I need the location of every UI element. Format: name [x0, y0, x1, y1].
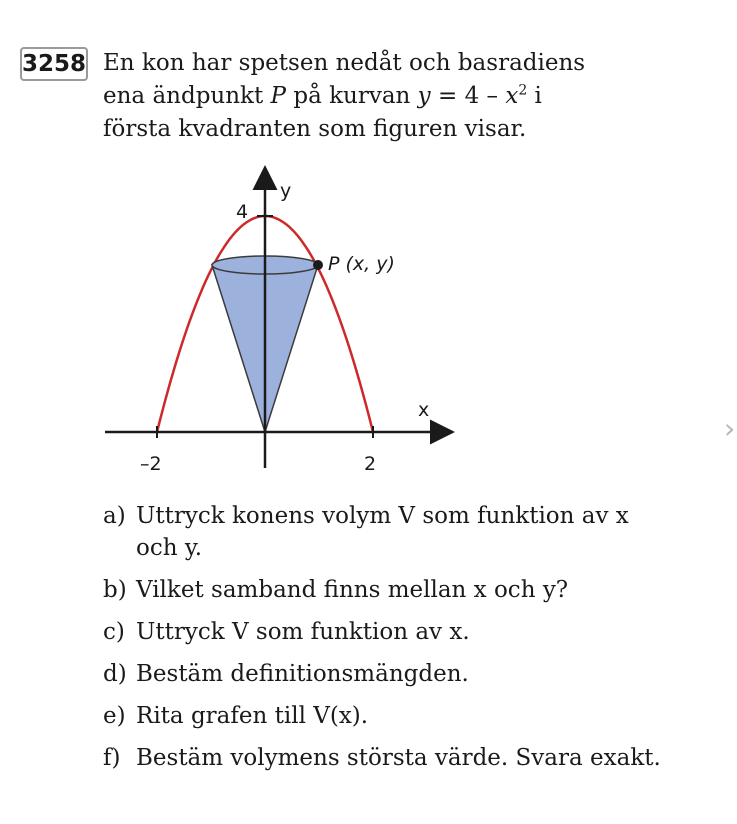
- equation-rhs-const: = 4 –: [430, 83, 506, 109]
- y-axis-label: y: [280, 180, 292, 202]
- cone-figure: [100, 160, 470, 480]
- intro-line-1: En kon har spetsen nedåt och basradiens: [103, 50, 586, 76]
- tick-label-y-4: 4: [236, 201, 249, 223]
- intro-line-2-tail: på kurvan: [286, 83, 418, 109]
- question-c: [103, 616, 663, 648]
- question-list: [103, 500, 663, 784]
- question-f-letter: f): [103, 745, 121, 771]
- question-b-text: Vilket samband finns mellan x och y?: [136, 577, 569, 603]
- question-e: [103, 700, 663, 732]
- equation-tail: i: [527, 83, 542, 109]
- intro-line-2-text: ena ändpunkt: [103, 83, 271, 109]
- equation-exponent: 2: [518, 82, 528, 99]
- equation-lhs: y: [417, 83, 431, 109]
- question-b-letter: b): [103, 577, 127, 603]
- question-d-text: Bestäm definitionsmängden.: [136, 661, 469, 687]
- x-axis-label: x: [418, 399, 430, 421]
- point-p-coords: (x, y): [339, 253, 395, 275]
- point-p-label: [328, 253, 395, 275]
- intro-line-3: första kvadranten som figuren visar.: [103, 116, 527, 142]
- question-f-text: Bestäm volymens största värde. Svara exakt.: [136, 745, 661, 771]
- question-e-text: Rita grafen till V(x).: [136, 703, 369, 729]
- point-p-letter: P: [328, 253, 340, 275]
- point-p-marker: [313, 260, 323, 270]
- point-variable: P: [270, 83, 287, 109]
- tick-label-x-neg: –2: [140, 453, 162, 475]
- question-f: [103, 742, 663, 774]
- question-a: [103, 500, 663, 564]
- problem-intro: [103, 47, 623, 146]
- question-d: [103, 658, 663, 690]
- question-a-text: Uttryck konens volym V som funktion av x och y.: [136, 503, 629, 561]
- intro-line-2: [103, 80, 623, 113]
- question-b: [103, 574, 663, 606]
- question-a-letter: a): [103, 503, 126, 529]
- question-e-letter: e): [103, 703, 126, 729]
- problem-number: 3258: [20, 47, 88, 81]
- next-page-chevron-icon[interactable]: ›: [724, 412, 736, 445]
- question-c-letter: c): [103, 619, 125, 645]
- equation-rhs-var: x: [505, 83, 519, 109]
- tick-label-x-pos: 2: [364, 453, 377, 475]
- question-c-text: Uttryck V som funktion av x.: [136, 619, 470, 645]
- question-d-letter: d): [103, 661, 127, 687]
